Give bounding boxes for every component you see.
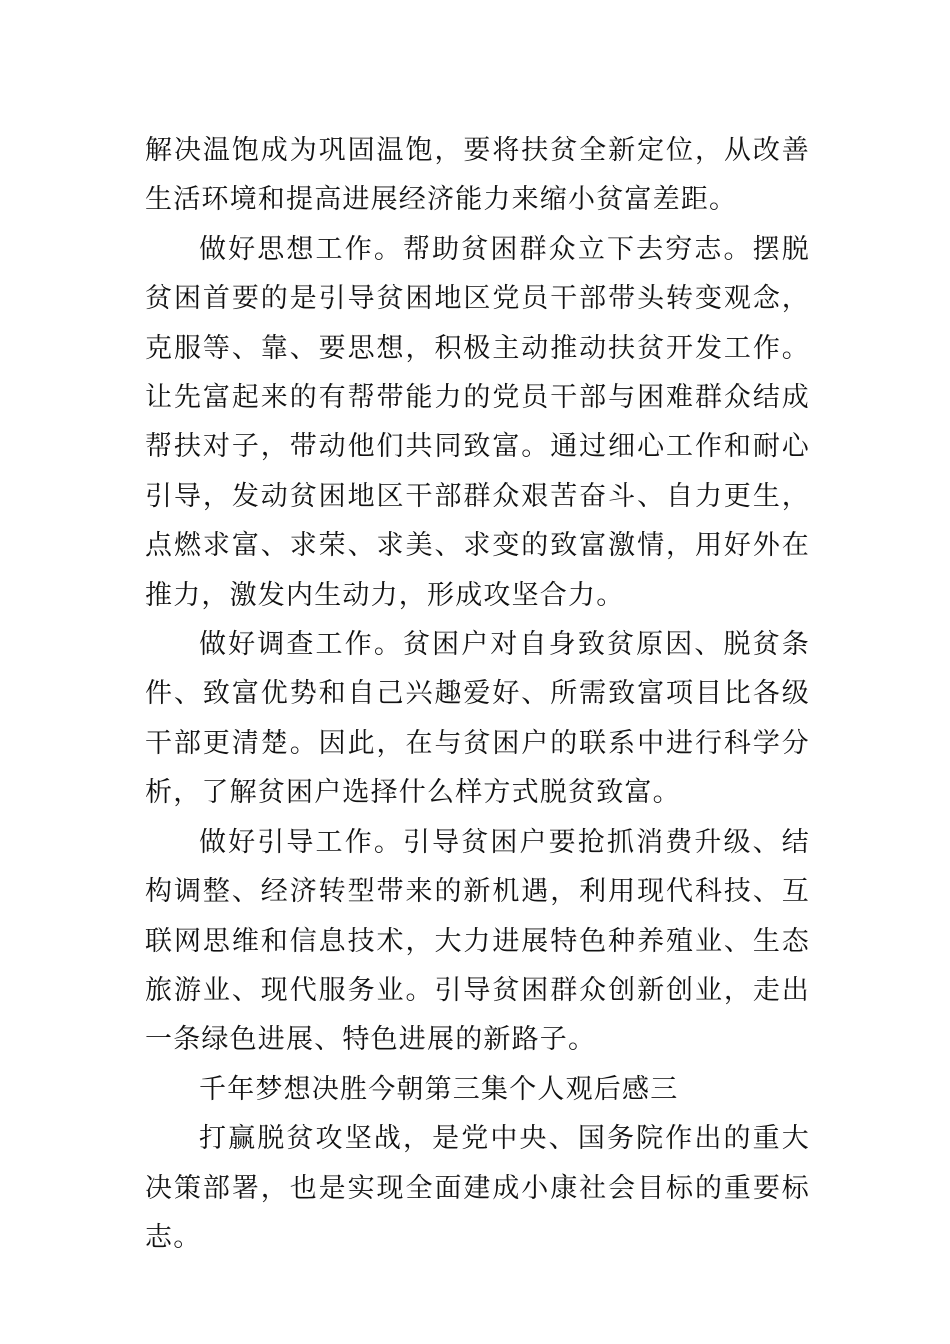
paragraph-3: 做好调查工作。贫困户对自身致贫原因、脱贫条件、致富优势和自己兴趣爱好、所需致富项目比各级干部更清楚。因此，在与贫困户的联系中进行科学分析，了解贫困户选择什么样方式脱贫致富。 — [145, 629, 810, 809]
paragraph-4: 做好引导工作。引导贫困户要抢抓消费升级、结构调整、经济转型带来的新机遇，利用现代科技、互联网思维和信息技术，大力进展特色种养殖业、生态旅游业、现代服务业。引导贫困群众创新创业，走出一条绿色进展、特色进展的新路子。 — [145, 826, 810, 1056]
paragraph-2: 做好思想工作。帮助贫困群众立下去穷志。摆脱贫困首要的是引导贫困地区党员干部带头转变观念，克服等、靠、要思想，积极主动推动扶贫开发工作。让先富起来的有帮带能力的党员干部与困难群众结成帮扶对子，带动他们共同致富。通过细心工作和耐心引导，发动贫困地区干部群众艰苦奋斗、自力更生，点燃求富、求荣、求美、求变的致富激情，用好外在推力，激发内生动力，形成攻坚合力。 — [145, 233, 810, 611]
section-heading: 千年梦想决胜今朝第三集个人观后感三 — [199, 1073, 679, 1105]
paragraph-1: 解决温饱成为巩固温饱，要将扶贫全新定位，从改善生活环境和提高进展经济能力来缩小贫富差距。 — [145, 135, 810, 216]
paragraph-5: 打赢脱贫攻坚战，是党中央、国务院作出的重大决策部署，也是实现全面建成小康社会目标的重要标志。 — [145, 1123, 810, 1253]
document-body — [145, 126, 810, 1262]
